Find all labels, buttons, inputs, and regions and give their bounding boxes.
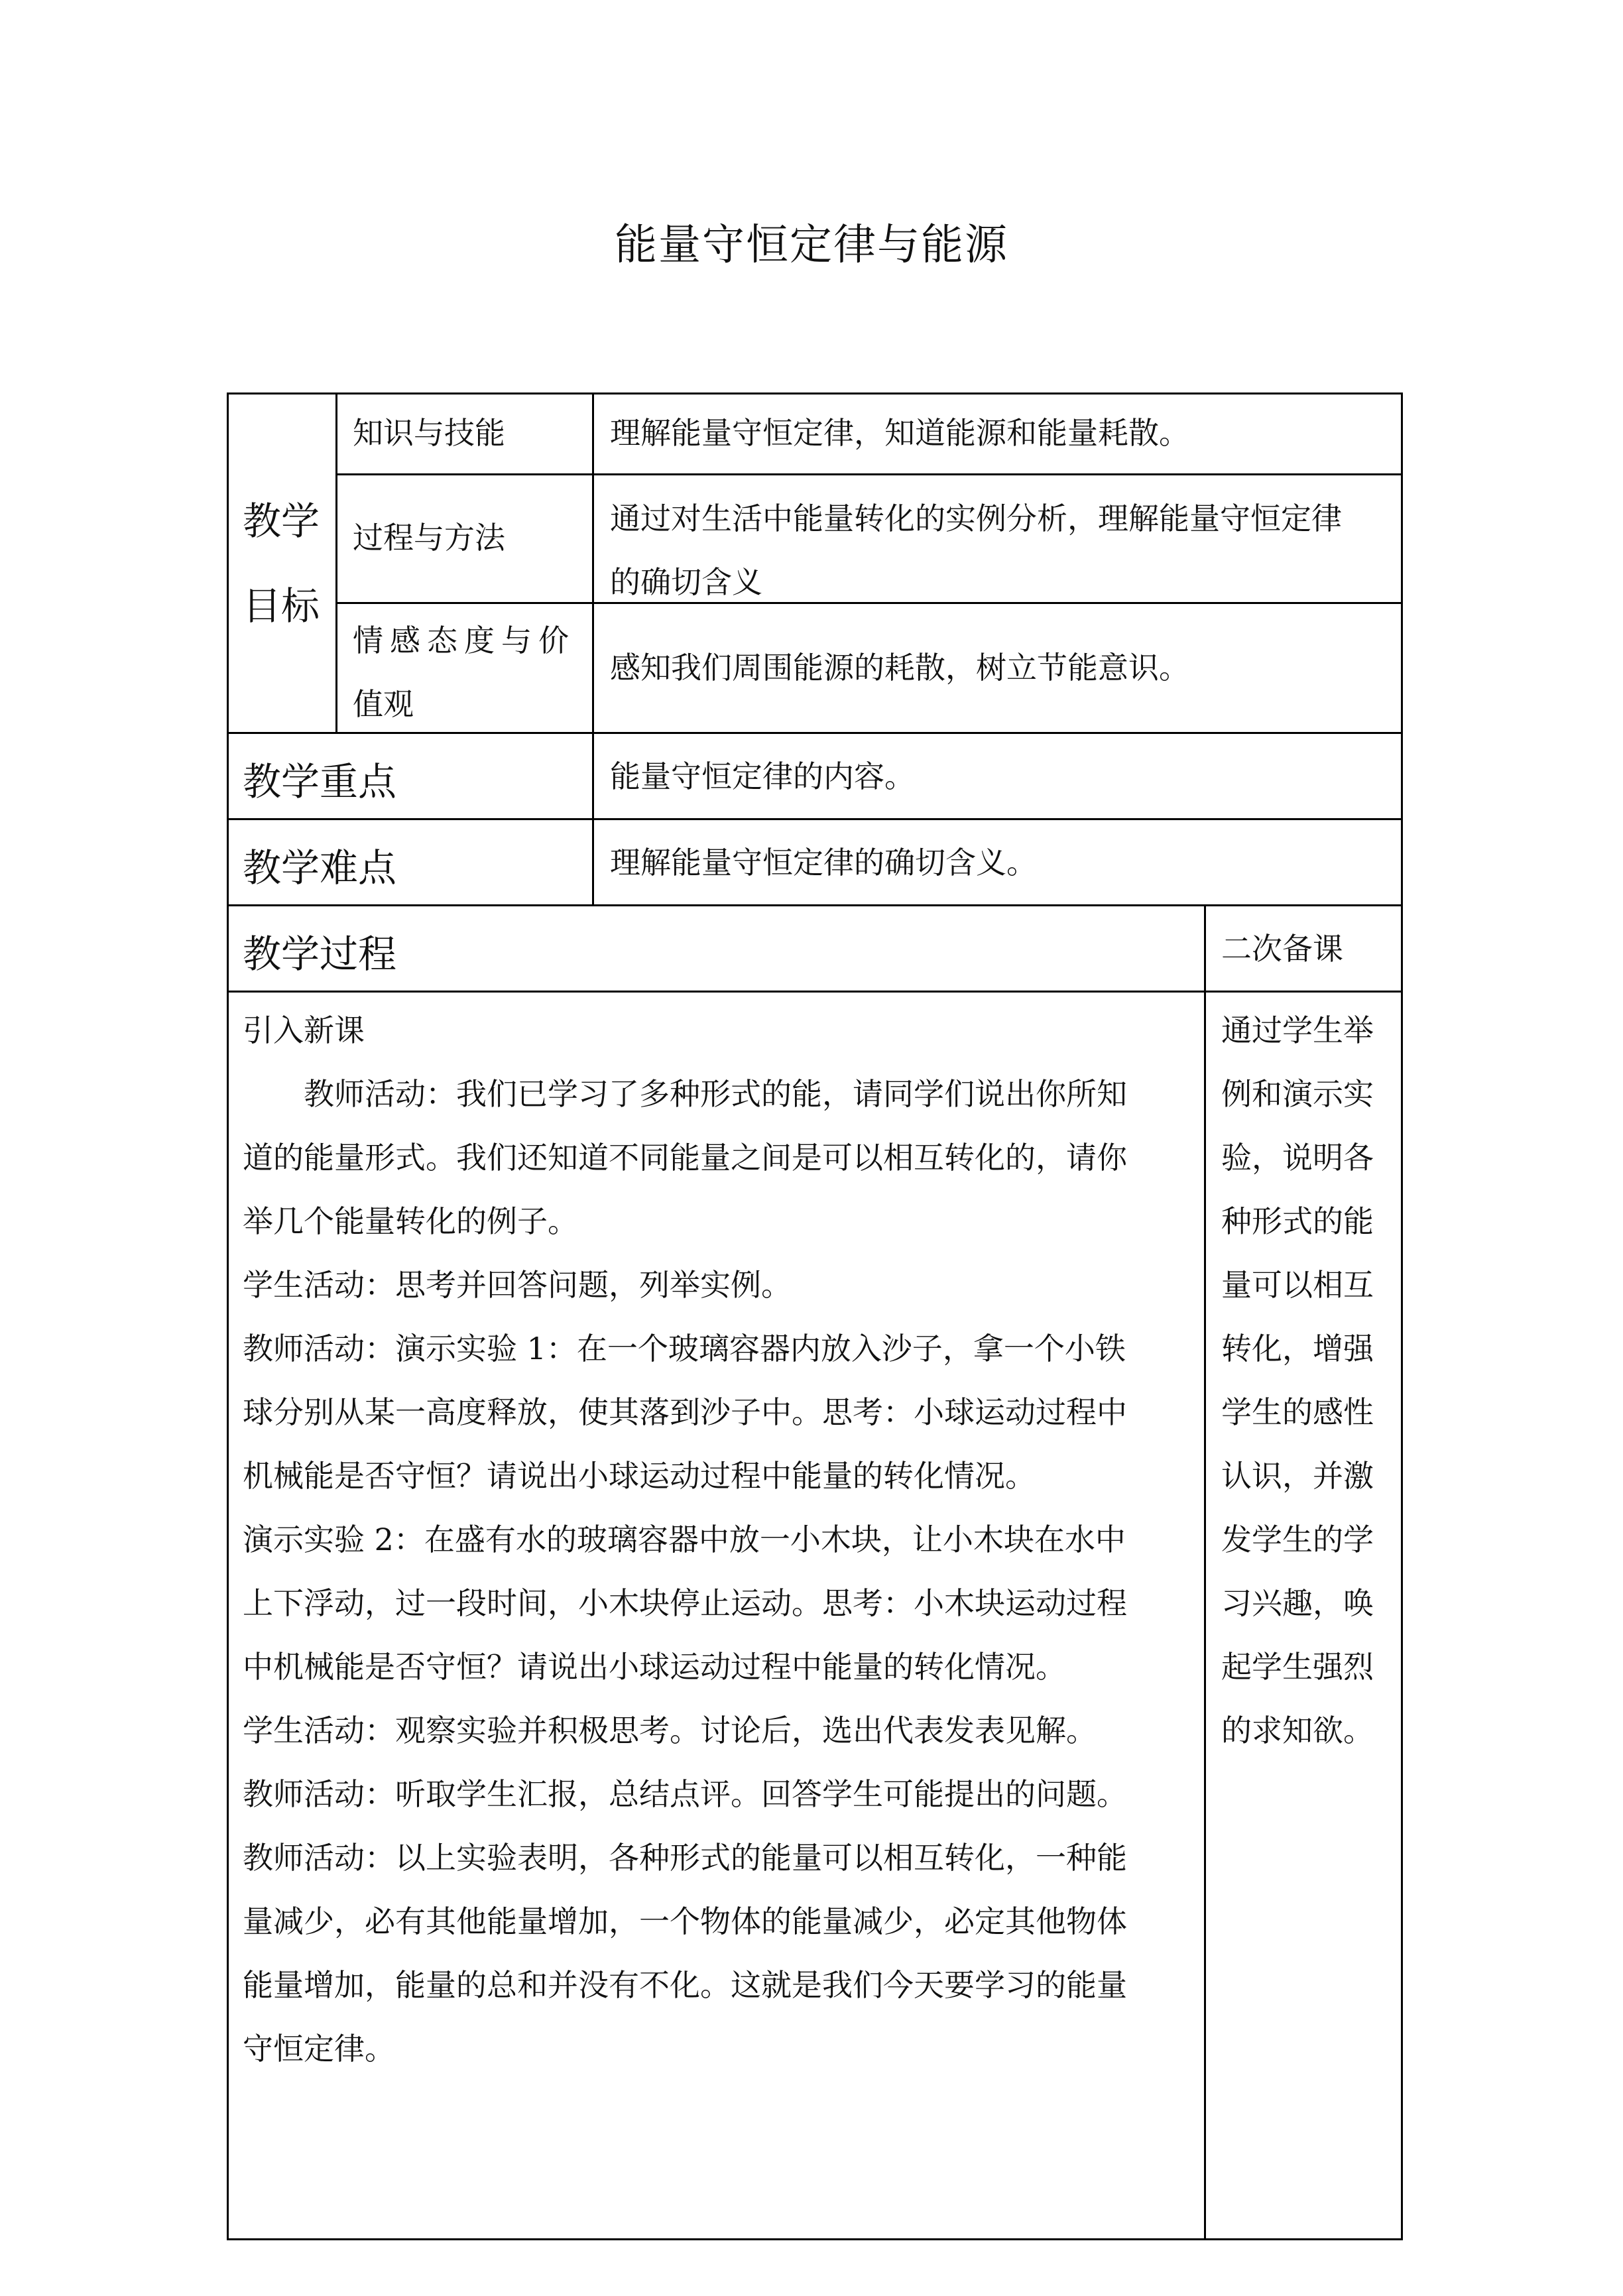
- process-body: [243, 998, 1197, 2081]
- objective-content-process: [610, 487, 1342, 614]
- difficulty-label: 教学难点: [243, 845, 397, 890]
- process-line: 教师活动：听取学生汇报，总结点评。回答学生可能提出的问题。: [243, 1776, 1127, 1812]
- objective-category-process: 过程与方法: [353, 520, 505, 556]
- process-line: 道的能量形式。我们还知道不同能量之间是可以相互转化的，请你: [243, 1140, 1127, 1176]
- process-header: 教学过程: [243, 932, 397, 977]
- objective-content-emotion: 感知我们周围能源的耗散，树立节能意识。: [610, 650, 1189, 686]
- process-side-notes: [1221, 998, 1399, 1762]
- objective-category-emotion-line2: 值观: [353, 686, 414, 722]
- side-note-line: 转化，增强: [1221, 1331, 1374, 1366]
- page-title: 能量守恒定律与能源: [615, 221, 1008, 270]
- side-note-line: 验，说明各: [1221, 1140, 1374, 1176]
- process-line: 量减少，必有其他能量增加，一个物体的能量减少，必定其他物体: [243, 1903, 1127, 1939]
- process-line: 守恒定律。: [243, 2031, 395, 2067]
- process-line: 学生活动：思考并回答问题，列举实例。: [243, 1267, 792, 1303]
- objectives-label: [243, 479, 329, 648]
- key-point-label: 教学重点: [243, 759, 397, 804]
- process-line: 学生活动：观察实验并积极思考。讨论后，选出代表发表见解。: [243, 1713, 1097, 1748]
- objective-content-process-line2: 的确切含义: [610, 564, 762, 600]
- side-note-line: 认识，并激: [1221, 1458, 1374, 1494]
- objective-category-knowledge: 知识与技能: [353, 415, 505, 451]
- objective-category-emotion: [353, 609, 585, 736]
- side-note-line: 例和演示实: [1221, 1076, 1374, 1112]
- process-line: 上下浮动，过一段时间，小木块停止运动。思考：小木块运动过程: [243, 1585, 1127, 1621]
- side-note-line: 习兴趣，唤: [1221, 1585, 1374, 1621]
- objectives-label-line2: 目标: [243, 583, 320, 629]
- process-line: 教师活动：我们已学习了多种形式的能，请同学们说出你所知: [304, 1076, 1127, 1112]
- objectives-label-line1: 教学: [243, 499, 320, 544]
- difficulty-content: 理解能量守恒定律的确切含义。: [610, 845, 1037, 880]
- process-line: 球分别从某一高度释放，使其落到沙子中。思考：小球运动过程中: [243, 1394, 1127, 1430]
- side-note-line: 发学生的学: [1221, 1522, 1374, 1557]
- process-line: 教师活动：演示实验 1：在一个玻璃容器内放入沙子，拿一个小铁: [243, 1331, 1126, 1366]
- side-note-line: 种形式的能: [1221, 1203, 1374, 1239]
- process-line: 举几个能量转化的例子。: [243, 1203, 578, 1239]
- process-line: 引入新课: [243, 1012, 365, 1048]
- side-note-line: 起学生强烈: [1221, 1649, 1374, 1685]
- side-note-line: 量可以相互: [1221, 1267, 1374, 1303]
- process-line: 中机械能是否守恒？请说出小球运动过程中能量的转化情况。: [243, 1649, 1066, 1685]
- process-line: 教师活动：以上实验表明，各种形式的能量可以相互转化，一种能: [243, 1840, 1127, 1876]
- process-line: 演示实验 2：在盛有水的玻璃容器中放一小木块，让小木块在水中: [243, 1522, 1126, 1557]
- process-line: 能量增加，能量的总和并没有不化。这就是我们今天要学习的能量: [243, 1967, 1127, 2003]
- side-note-line: 学生的感性: [1221, 1394, 1374, 1430]
- objective-content-process-line1: 通过对生活中能量转化的实例分析，理解能量守恒定律: [610, 501, 1342, 536]
- side-note-line: 的求知欲。: [1221, 1713, 1374, 1748]
- objective-category-emotion-line1: 情感态度与价: [353, 623, 575, 658]
- key-point-content: 能量守恒定律的内容。: [610, 758, 915, 794]
- process-line: 机械能是否守恒？请说出小球运动过程中能量的转化情况。: [243, 1458, 1036, 1494]
- side-note-line: 通过学生举: [1221, 1012, 1374, 1048]
- process-side-header: 二次备课: [1221, 931, 1343, 967]
- objective-content-knowledge: 理解能量守恒定律，知道能源和能量耗散。: [610, 415, 1189, 451]
